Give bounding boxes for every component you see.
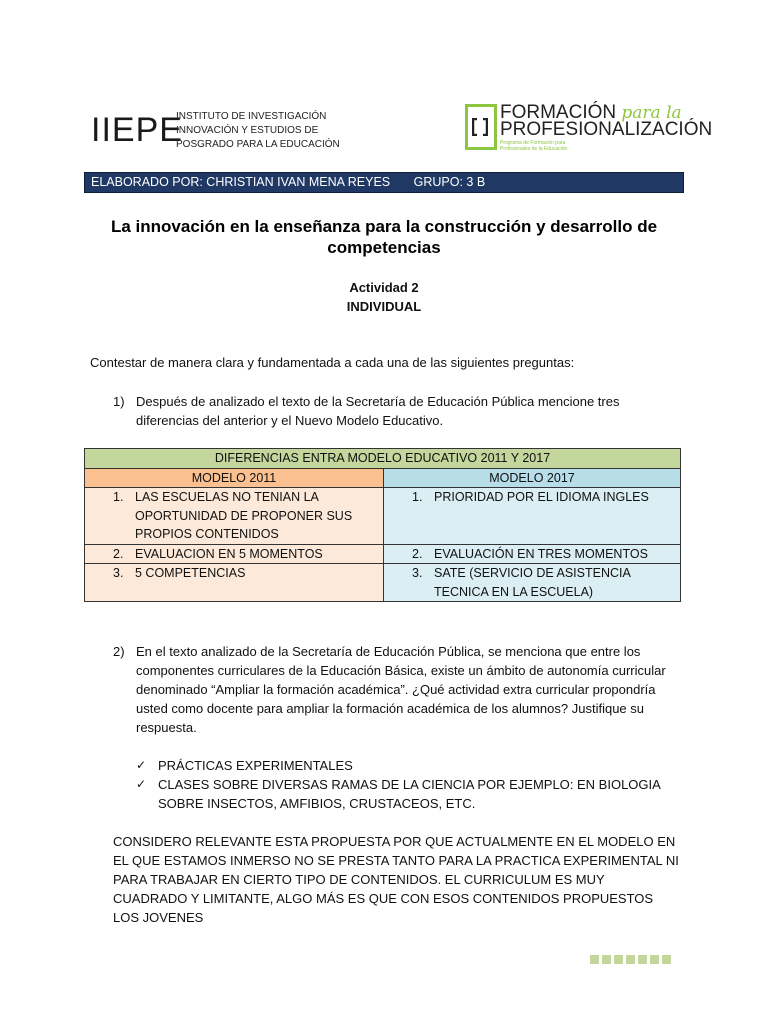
footer-square [602, 955, 611, 964]
checkmark-icon: ✓ [136, 777, 147, 791]
iiepe-line-2: INNOVACIÓN Y ESTUDIOS DE [176, 125, 319, 136]
bracket-icon [472, 118, 488, 136]
item-text: PRIORIDAD POR EL IDIOMA INGLES [434, 490, 649, 504]
footer-square [662, 955, 671, 964]
column-header-2011: MODELO 2011 [85, 468, 384, 488]
item-number: 1. [412, 490, 423, 504]
item-text: SATE (SERVICIO DE ASISTENCIA TECNICA EN LA ESCUELA) [434, 566, 631, 599]
formacion-word: FORMACIÓN [500, 102, 617, 123]
cell-2011 [85, 564, 384, 602]
item-text: EVALUACIÓN EN TRES MOMENTOS [434, 546, 648, 561]
profesionalizacion-word: PROFESIONALIZACIÓN [500, 119, 713, 140]
table-row [85, 544, 681, 564]
activity-heading [90, 278, 678, 316]
iiepe-line-3: POSGRADO PARA LA EDUCACIÓN [176, 139, 340, 150]
item-text: 5 COMPETENCIAS [135, 566, 246, 580]
differences-table [84, 448, 681, 602]
item-number: 3. [412, 566, 423, 580]
para-la-word: para la [621, 103, 682, 123]
activity-number: Actividad 2 [349, 280, 419, 295]
item-number: 2. [412, 546, 423, 561]
cell-2017 [384, 564, 681, 602]
iiepe-logo: IIEPE [91, 111, 183, 149]
instructions: Contestar de manera clara y fundamentada a cada una de las siguientes preguntas: [90, 355, 575, 370]
checkmark-icon: ✓ [136, 758, 147, 772]
footer-square [614, 955, 623, 964]
formacion-logo-subtitle [500, 140, 567, 152]
question-1-text: Después de analizado el texto de la Secretaría de Educación Pública mencione tres diferencias del anterior y el Nuevo Modelo Educativo. [136, 394, 620, 428]
group-label: GRUPO: 3 B [413, 175, 486, 189]
iiepe-line-1: INSTITUTO DE INVESTIGACIÓN [176, 111, 327, 122]
footer-square [626, 955, 635, 964]
item-text: LAS ESCUELAS NO TENIAN LA OPORTUNIDAD DE PROPONER SUS PROPIOS CONTENIDOS [135, 490, 353, 541]
footer-decoration [590, 955, 671, 964]
answer-text: PRÁCTICAS EXPERIMENTALES [158, 758, 353, 773]
item-text: EVALUACION EN 5 MOMENTOS [135, 546, 323, 561]
iiepe-institute-name [176, 110, 346, 152]
list-item [136, 775, 676, 813]
cell-2011 [85, 544, 384, 564]
table-row [85, 564, 681, 602]
answer-text: CLASES SOBRE DIVERSAS RAMAS DE LA CIENCIA POR EJEMPLO: EN BIOLOGIA SOBRE INSECTOS, AMFIBIOS, CRUSTACEOS, ETC. [158, 777, 661, 811]
footer-square [590, 955, 599, 964]
table-row [85, 488, 681, 545]
footer-square [650, 955, 659, 964]
document-title: La innovación en la enseñanza para la construcción y desarrollo de competencias [110, 217, 658, 257]
author-header-bar [84, 172, 684, 193]
item-number: 1. [113, 490, 124, 504]
table-title: DIFERENCIAS ENTRA MODELO EDUCATIVO 2011 Y 2017 [85, 449, 681, 469]
author-label: ELABORADO POR: CHRISTIAN IVAN MENA REYES [91, 175, 391, 189]
footer-square [638, 955, 647, 964]
question-1-number: 1) [113, 394, 125, 409]
cell-2011 [85, 488, 384, 545]
answer-list [136, 756, 676, 813]
question-2-text: En el texto analizado de la Secretaría de Educación Pública, se menciona que entre los componentes curriculares de la Educación Básica, existe un ámbito de autonomía curricular denominado “Ampliar la formación académica”. ¿Qué actividad extra curricular propondría usted como docente para ampliar la formación académica de los alumnos? Justifique su respuesta. [136, 644, 666, 735]
justification-paragraph: CONSIDERO RELEVANTE ESTA PROPUESTA POR QUE ACTUALMENTE EN EL MODELO EN EL QUE ESTAMOS INMERSO NO SE PRESTA TANTO PARA LA PRACTICA EXPERIMENTAL NI PARA TRABAJAR EN CIERTO TIPO DE CONTENIDOS. EL CURRICULUM ES MUY CUADRADO Y LIMITANTE, ALGO MÁS ES QUE CON ESOS CONTENIDOS PROPUESTOS LOS JOVENES [113, 834, 679, 925]
item-number: 3. [113, 566, 124, 580]
column-header-2017: MODELO 2017 [384, 468, 681, 488]
question-2-number: 2) [113, 644, 125, 659]
formacion-subtitle-2: Profesionales de la Educación [500, 146, 568, 152]
item-number: 2. [113, 546, 124, 561]
list-item [136, 756, 676, 775]
cell-2017 [384, 544, 681, 564]
formacion-subtitle-1: Programa de Formación para [500, 140, 566, 146]
activity-type: INDIVIDUAL [346, 299, 422, 314]
cell-2017 [384, 488, 681, 545]
